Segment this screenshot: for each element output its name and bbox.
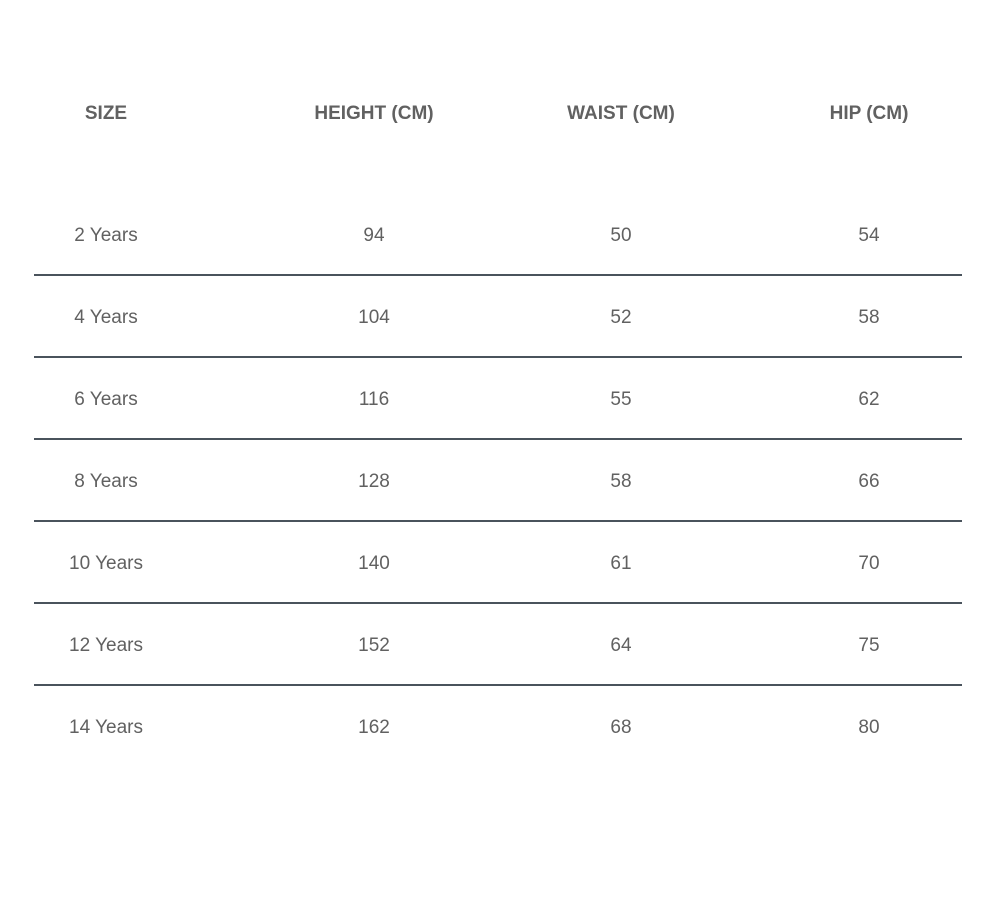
table-body	[34, 194, 962, 766]
table-row	[34, 522, 962, 604]
cell-height: 116	[358, 389, 390, 410]
cell-waist: 52	[610, 307, 632, 328]
header-height: HEIGHT (CM)	[314, 103, 434, 124]
cell-waist: 58	[610, 471, 632, 492]
header-waist: WAIST (CM)	[567, 103, 675, 124]
cell-size: 14 Years	[69, 717, 143, 738]
cell-size: 2 Years	[74, 225, 138, 246]
cell-size: 8 Years	[74, 471, 138, 492]
cell-height: 128	[358, 471, 390, 492]
cell-height: 104	[358, 307, 390, 328]
cell-size: 10 Years	[69, 553, 143, 574]
cell-size: 6 Years	[74, 389, 138, 410]
table-row	[34, 686, 962, 766]
header-hip: HIP (CM)	[829, 103, 909, 124]
cell-hip: 70	[858, 553, 880, 574]
table-row	[34, 440, 962, 522]
cell-hip: 66	[858, 471, 880, 492]
table-row	[34, 358, 962, 440]
cell-waist: 50	[610, 225, 632, 246]
cell-hip: 80	[858, 717, 880, 738]
cell-waist: 64	[610, 635, 632, 656]
cell-waist: 61	[610, 553, 632, 574]
cell-height: 94	[363, 225, 385, 246]
header-size: SIZE	[84, 103, 128, 124]
cell-waist: 68	[610, 717, 632, 738]
table-row	[34, 604, 962, 686]
table-header-row	[34, 92, 962, 136]
table-row	[34, 194, 962, 276]
cell-height: 162	[358, 717, 390, 738]
cell-size: 12 Years	[69, 635, 143, 656]
cell-hip: 75	[858, 635, 880, 656]
cell-hip: 58	[858, 307, 880, 328]
cell-waist: 55	[610, 389, 632, 410]
cell-hip: 62	[858, 389, 880, 410]
cell-height: 152	[358, 635, 390, 656]
cell-hip: 54	[858, 225, 880, 246]
cell-height: 140	[358, 553, 390, 574]
table-row	[34, 276, 962, 358]
cell-size: 4 Years	[74, 307, 138, 328]
